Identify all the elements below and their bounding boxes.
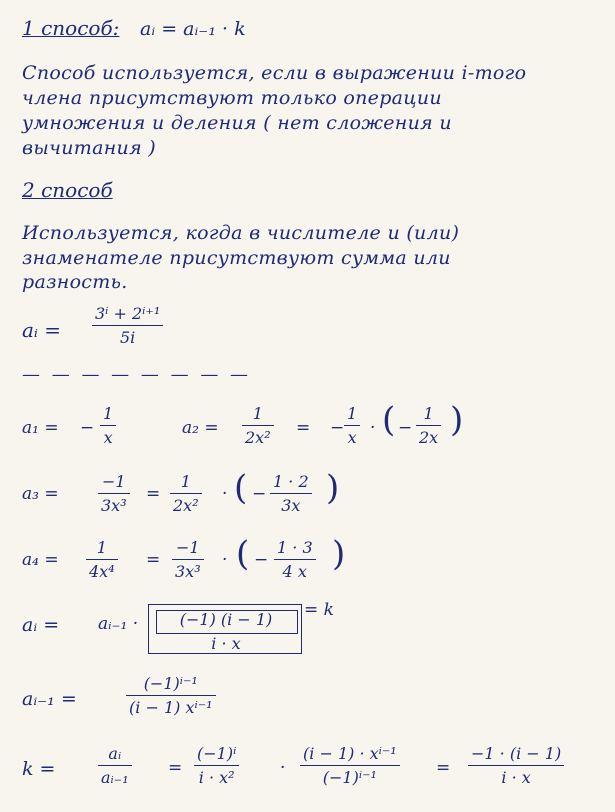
a3-fraction <box>98 472 130 515</box>
a3-den: 3x³ <box>101 496 127 515</box>
k-f3-den: (−1)ⁱ⁻¹ <box>322 768 377 787</box>
fraction-bar <box>194 765 239 766</box>
a3-num: −1 <box>102 472 126 491</box>
fraction-bar <box>416 425 441 426</box>
a2-eq: = <box>296 418 311 438</box>
a3-factor2 <box>270 472 312 515</box>
ai1-den: (i − 1) xⁱ⁻¹ <box>129 698 213 717</box>
fraction-bar <box>300 765 400 766</box>
a4-den: 4x⁴ <box>89 562 115 581</box>
section1-formula: aᵢ = aᵢ₋₁ · k <box>140 18 246 40</box>
a4-factor1 <box>172 538 204 581</box>
a4-fraction <box>86 538 118 581</box>
open-paren: ( <box>236 534 250 574</box>
close-paren: ) <box>450 400 464 440</box>
fraction-bar <box>274 559 316 560</box>
section2-heading: 2 способ <box>22 178 113 202</box>
a2-factor2 <box>416 404 441 447</box>
ai-def-num: 3ⁱ + 2ⁱ⁺¹ <box>95 304 161 323</box>
ai-k-fraction <box>160 610 292 653</box>
a2-dot: · <box>370 418 376 438</box>
a2-f2-num: 1 <box>423 404 434 423</box>
fraction-bar <box>242 425 274 426</box>
k-eq1: = <box>168 758 183 778</box>
fraction-bar <box>92 325 163 326</box>
a3-f1-den: 2x² <box>173 496 199 515</box>
fraction-bar <box>468 765 564 766</box>
a4-f1-den: 3x³ <box>175 562 201 581</box>
section2-line2: знаменателе присутствуют сумма или <box>22 247 451 269</box>
fraction-bar <box>86 559 118 560</box>
a4-num: 1 <box>96 538 107 557</box>
a3-factor1 <box>170 472 202 515</box>
fraction-bar <box>100 425 116 426</box>
a4-inner-sign: − <box>254 550 269 570</box>
fraction-bar <box>270 493 312 494</box>
a1-den: x <box>103 428 113 447</box>
close-paren: ) <box>332 534 346 574</box>
a4-eq: = <box>146 550 161 570</box>
a3-f2-den: 3x <box>281 496 301 515</box>
k-factor2 <box>194 744 239 787</box>
ai-prev: aᵢ₋₁ · <box>98 614 139 634</box>
a2-inner-sign: − <box>398 418 413 438</box>
k-f1-num: aᵢ <box>108 744 122 763</box>
a2-lhs: a₂ = <box>182 418 219 438</box>
k-f2-den: i · x² <box>198 768 235 787</box>
section1-line1: Способ используется, если в выражении i-того <box>22 62 527 84</box>
a4-f2-num: 1 · 3 <box>277 538 313 557</box>
fraction-bar <box>98 765 132 766</box>
open-paren: ( <box>234 468 248 508</box>
fraction-bar <box>98 493 130 494</box>
k-f1-den: aᵢ₋₁ <box>101 768 129 787</box>
a2-den: 2x² <box>245 428 271 447</box>
a4-factor2 <box>274 538 316 581</box>
section1-heading: 1 способ: <box>22 16 120 40</box>
ai-k-num: (−1) (i − 1) <box>179 610 273 629</box>
a3-dot: · <box>222 484 228 504</box>
k-f4-den: i · x <box>501 768 531 787</box>
ai1-lhs: aᵢ₋₁ = <box>22 688 77 710</box>
ai1-num: (−1)ⁱ⁻¹ <box>143 674 198 693</box>
section1-line3: умножения и деления ( нет сложения и <box>22 112 452 134</box>
k-f2-num: (−1)ⁱ <box>197 744 237 763</box>
a1-sign: − <box>80 418 95 438</box>
a2-f1-num: 1 <box>347 404 358 423</box>
a3-f1-num: 1 <box>180 472 191 491</box>
ai1-fraction <box>126 674 216 717</box>
k-factor4 <box>468 744 564 787</box>
ai-def-fraction <box>92 304 163 347</box>
a2-num: 1 <box>252 404 263 423</box>
k-factor1 <box>98 744 132 787</box>
a3-inner-sign: − <box>252 484 267 504</box>
a2-f2-den: 2x <box>419 428 439 447</box>
a3-eq: = <box>146 484 161 504</box>
k-factor3 <box>300 744 400 787</box>
section1-line4: вычитания ) <box>22 137 157 159</box>
a2-factor1 <box>344 404 360 447</box>
a3-f2-num: 1 · 2 <box>273 472 309 491</box>
close-paren: ) <box>326 468 340 508</box>
ai-k-label: = k <box>304 600 334 620</box>
section2-line3: разность. <box>22 271 128 293</box>
a1-num: 1 <box>103 404 114 423</box>
k-lhs: k = <box>22 758 56 780</box>
a2-f1-den: x <box>347 428 357 447</box>
fraction-bar <box>172 559 204 560</box>
a4-f1-num: −1 <box>176 538 200 557</box>
k-eq2: = <box>436 758 451 778</box>
k-dot: · <box>280 758 286 778</box>
a4-f2-den: 4 x <box>282 562 307 581</box>
k-f4-num: −1 · (i − 1) <box>471 744 562 763</box>
fraction-bar <box>344 425 360 426</box>
section2-line1: Используется, когда в числителе и (или) <box>22 222 460 244</box>
ai-def-den: 5i <box>119 328 136 347</box>
fraction-bar <box>170 493 202 494</box>
dash-separator: — — — — — — — — <box>22 364 252 385</box>
ai-def-lhs: aᵢ = <box>22 318 62 342</box>
a4-dot: · <box>222 550 228 570</box>
section1-line2: члена присутствуют только операции <box>22 87 442 109</box>
a1-lhs: a₁ = <box>22 418 59 438</box>
open-paren: ( <box>382 400 396 440</box>
a1-fraction <box>100 404 116 447</box>
a2-sign: − <box>330 418 345 438</box>
k-f3-num: (i − 1) · xⁱ⁻¹ <box>303 744 397 763</box>
a2-fraction <box>242 404 274 447</box>
a3-lhs: a₃ = <box>22 484 59 504</box>
fraction-bar <box>126 695 216 696</box>
ai-k-den: i · x <box>211 634 241 653</box>
ai-lhs: aᵢ = <box>22 614 60 636</box>
a4-lhs: a₄ = <box>22 550 59 570</box>
